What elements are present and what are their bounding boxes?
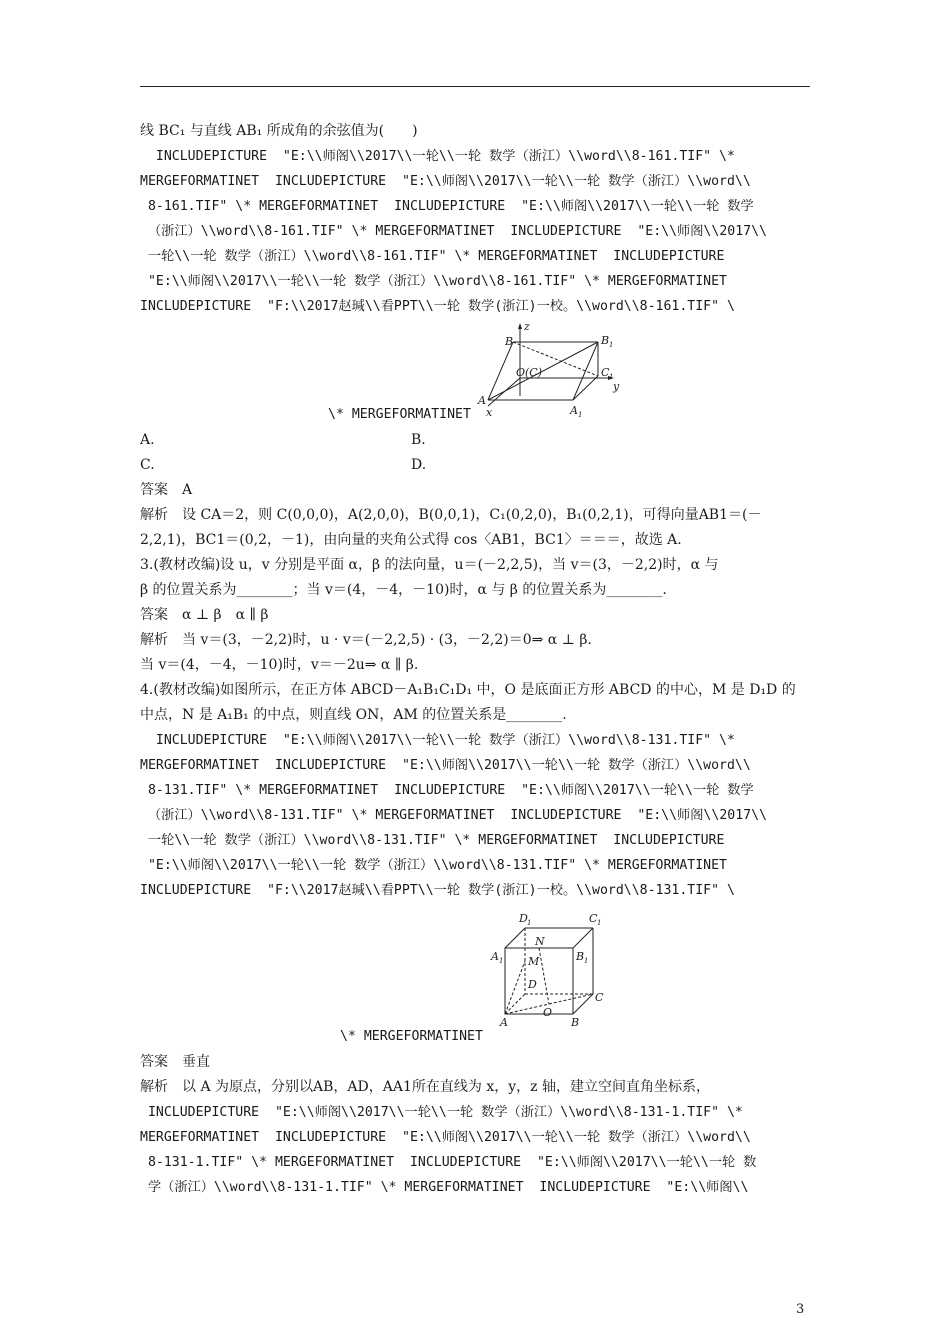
merge-field-1: \* MERGEFORMATINET <box>328 407 471 422</box>
label-A1-sub: 1 <box>578 411 583 418</box>
include-line: 学（浙江）\\word\\8-131-1.TIF" \* MERGEFORMATINET INCLUDEPICTURE "E:\\师阁\\ <box>140 1180 749 1195</box>
label-B1: B <box>576 950 585 963</box>
header-rule <box>140 86 810 87</box>
q3-stem-line: β 的位置关系为________；当 v＝(4，－4，－10)时，α 与 β 的位置关系为________. <box>140 582 667 598</box>
label-C1-sub: 1 <box>597 919 602 927</box>
label-O: O(C) <box>516 366 543 379</box>
q4-analysis: 解析 以 A 为原点，分别以AB，AD，AA1所在直线为 x，y，z 轴，建立空间直角坐标系， <box>140 1079 710 1095</box>
include-line: "E:\\师阁\\2017\\一轮\\一轮 数学（浙江）\\word\\8-161.TIF" \* MERGEFORMATINET <box>140 274 727 289</box>
include-line: INCLUDEPICTURE "E:\\师阁\\2017\\一轮\\一轮 数学（浙江）\\word\\8-131-1.TIF" \* <box>140 1105 743 1120</box>
label-C1-sub: 1 <box>609 373 614 381</box>
label-z: z <box>524 320 530 333</box>
label-M: M <box>528 955 540 968</box>
include-line: （浙江）\\word\\8-161.TIF" \* MERGEFORMATINET INCLUDEPICTURE "E:\\师阁\\2017\\ <box>140 224 767 239</box>
include-line: INCLUDEPICTURE "E:\\师阁\\2017\\一轮\\一轮 数学（浙江）\\word\\8-161.TIF" \* <box>140 149 735 164</box>
include-line: MERGEFORMATINET INCLUDEPICTURE "E:\\师阁\\2017\\一轮\\一轮 数学（浙江）\\word\\ <box>140 758 751 773</box>
page-number: 3 <box>796 1302 805 1317</box>
include-line: 一轮\\一轮 数学（浙江）\\word\\8-131.TIF" \* MERGEFORMATINET INCLUDEPICTURE <box>140 833 725 848</box>
q3-analysis-line: 解析 当 v＝(3，－2,2)时，u · v＝(－2,2,5) · (3，－2,2)＝0⇒ α ⊥ β. <box>140 632 592 648</box>
include-line: MERGEFORMATINET INCLUDEPICTURE "E:\\师阁\\2017\\一轮\\一轮 数学（浙江）\\word\\ <box>140 1130 751 1145</box>
q3-stem-line: 3.(教材改编)设 u，v 分别是平面 α，β 的法向量，u＝(－2,2,5)，当 v＝(3，－2,2)时，α 与 <box>140 557 719 573</box>
label-D1-sub: 1 <box>527 919 532 927</box>
label-A: A <box>500 1016 508 1028</box>
label-y: y <box>613 380 620 393</box>
label-C1: C <box>601 366 610 379</box>
label-x: x <box>486 406 493 418</box>
label-A1: A <box>491 950 499 963</box>
label-A: A <box>478 394 486 407</box>
q2-stem: 线 BC₁ 与直线 AB₁ 所成角的余弦值为( ) <box>140 123 418 139</box>
q3-answer: 答案 α ⊥ β α ∥ β <box>140 607 269 623</box>
option-b: B. <box>411 432 426 448</box>
include-line: MERGEFORMATINET INCLUDEPICTURE "E:\\师阁\\2017\\一轮\\一轮 数学（浙江）\\word\\ <box>140 174 751 189</box>
q4-answer: 答案 垂直 <box>140 1054 210 1070</box>
include-line: （浙江）\\word\\8-131.TIF" \* MERGEFORMATINET INCLUDEPICTURE "E:\\师阁\\2017\\ <box>140 808 767 823</box>
label-D1: D <box>519 912 528 925</box>
include-line: INCLUDEPICTURE "F:\\2017赵瑊\\看PPT\\一轮 数学(浙江)一校。\\word\\8-161.TIF" \ <box>140 299 735 314</box>
option-c: C. <box>140 457 155 473</box>
option-a: A. <box>140 432 155 448</box>
label-C: C <box>595 991 604 1004</box>
include-line: 8-131-1.TIF" \* MERGEFORMATINET INCLUDEPICTURE "E:\\师阁\\2017\\一轮\\一轮 数 <box>140 1155 757 1170</box>
q4-stem-line: 中点，N 是 A₁B₁ 的中点，则直线 ON，AM 的位置关系是________. <box>140 707 567 723</box>
include-line: INCLUDEPICTURE "E:\\师阁\\2017\\一轮\\一轮 数学（浙江）\\word\\8-131.TIF" \* <box>140 733 735 748</box>
option-d: D. <box>411 457 427 473</box>
include-line: 8-161.TIF" \* MERGEFORMATINET INCLUDEPICTURE "E:\\师阁\\2017\\一轮\\一轮 数学 <box>140 199 754 214</box>
label-B1: B <box>601 334 610 347</box>
q2-analysis-line: 解析 设 CA＝2，则 C(0,0,0)，A(2,0,0)，B(0,0,1)，C₁(0,2,0)，B₁(0,2,1)，可得向量AB1＝(－ <box>140 507 762 523</box>
label-B1-sub: 1 <box>584 957 589 965</box>
cube-figure <box>485 908 615 1028</box>
merge-field-2: \* MERGEFORMATINET <box>340 1029 483 1044</box>
q3-analysis-line: 当 v＝(4，－4，－10)时，v＝－2u⇒ α ∥ β. <box>140 657 419 673</box>
include-line: INCLUDEPICTURE "F:\\2017赵瑊\\看PPT\\一轮 数学(浙江)一校。\\word\\8-131.TIF" \ <box>140 883 735 898</box>
label-N: N <box>535 935 545 948</box>
include-line: "E:\\师阁\\2017\\一轮\\一轮 数学（浙江）\\word\\8-131.TIF" \* MERGEFORMATINET <box>140 858 727 873</box>
q4-stem-line: 4.(教材改编)如图所示，在正方体 ABCD－A₁B₁C₁D₁ 中，O 是底面正方形 ABCD 的中心，M 是 D₁D 的 <box>140 682 796 698</box>
label-A1: A <box>570 404 578 417</box>
label-B1-sub: 1 <box>609 341 614 349</box>
include-line: 8-131.TIF" \* MERGEFORMATINET INCLUDEPICTURE "E:\\师阁\\2017\\一轮\\一轮 数学 <box>140 783 754 798</box>
label-B: B <box>571 1016 580 1028</box>
label-B: B <box>505 335 514 348</box>
label-C1: C <box>589 912 598 925</box>
q2-answer: 答案 A <box>140 482 193 498</box>
label-O: O <box>543 1006 553 1019</box>
include-line: 一轮\\一轮 数学（浙江）\\word\\8-161.TIF" \* MERGEFORMATINET INCLUDEPICTURE <box>140 249 725 264</box>
q2-analysis-line: 2,2,1)，BC1＝(0,2，－1)，由向量的夹角公式得 cos〈AB1，BC1〉＝＝＝，故选 A. <box>140 532 682 548</box>
label-D: D <box>528 978 537 991</box>
label-A1-sub: 1 <box>499 957 504 965</box>
prism-figure <box>470 318 640 418</box>
